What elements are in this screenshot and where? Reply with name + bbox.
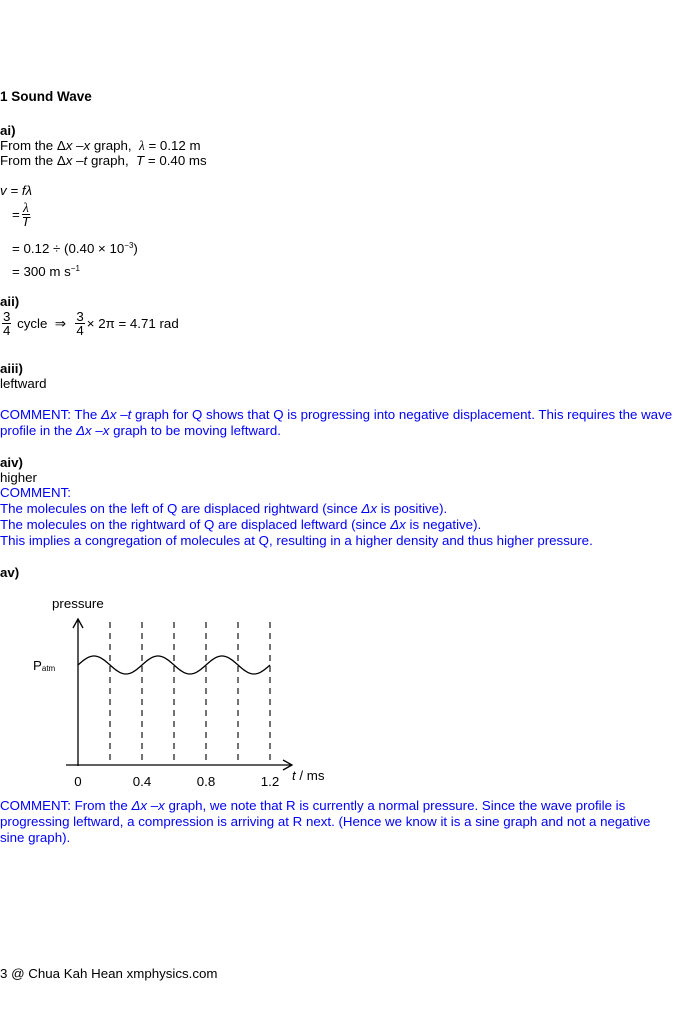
ai-period-line: From the Δx –t graph, T = 0.40 ms: [0, 153, 207, 168]
x-axis-label: t / ms: [292, 768, 325, 783]
aiv-comment-line1: The molecules on the left of Q are displaced rightward (since Δx is positive).: [0, 501, 448, 516]
aiii-comment-line1: COMMENT: The Δx –t graph for Q shows that Q is progressing into negative displacement. This requires the wave: [0, 407, 673, 422]
calc-step3: = $0.12 \div (0.40 \times 10^{-3})$: [12, 241, 138, 256]
p-atm-label: Patm: [33, 658, 56, 673]
part-aiv-label: aiv): [0, 455, 23, 470]
pressure-time-chart: [0, 590, 681, 794]
calc-step2: = $\frac{\lambda}{T}$: [12, 200, 30, 229]
av-comment-line3: sine graph).: [0, 830, 71, 845]
fraction-three-quarters-2: $\frac{3}{4}$: [76, 309, 84, 338]
aiv-answer: higher: [0, 470, 37, 485]
part-aii-label: aii): [0, 294, 20, 309]
aiv-comment-line2: The molecules on the rightward of Q are displaced leftward (since Δx is negative).: [0, 517, 482, 532]
x-tick-labels: [74, 774, 279, 789]
calc-step4: = 300 m $s^{-1}$: [12, 264, 80, 279]
x-tick-label: 0.4: [132, 774, 152, 789]
part-aiii-label: aiii): [0, 361, 23, 376]
part-av-label: av): [0, 565, 20, 580]
dashed-gridlines: [110, 622, 270, 765]
aiv-comment-head: COMMENT:: [0, 485, 71, 500]
section-title: 1 Sound Wave: [0, 89, 92, 104]
ai-wavelength-line: From the Δx –x graph, λ = 0.12 m: [0, 138, 201, 153]
part-ai-label: ai): [0, 123, 16, 138]
av-comment-line2: progressing leftward, a compression is arriving at R next. (Hence we know it is a sine graph and not a negative: [0, 814, 651, 829]
y-axis-label: pressure: [52, 596, 104, 611]
fraction-three-quarters: $\frac{3}{4}$: [3, 309, 11, 338]
aiii-comment-line2: profile in the Δx –x graph to be moving leftward.: [0, 423, 281, 438]
x-tick-label: 1.2: [260, 774, 280, 789]
aiv-comment-line3: This implies a congregation of molecules at Q, resulting in a higher density and thus higher pressure.: [0, 533, 593, 548]
x-tick-label: 0: [74, 774, 82, 789]
calc-step1: v = fλ: [0, 183, 33, 198]
x-tick-label: 0.8: [196, 774, 216, 789]
fraction-lambda-over-t: $\frac{\lambda}{T}$: [21, 200, 30, 229]
aii-answer: $\frac{3}{4}$ cycle ⇒ $\frac{3}{4}$ × 2π = 4.71 rad: [3, 309, 179, 338]
av-comment-line1: COMMENT: From the Δx –x graph, we note that R is currently a normal pressure. Since the wave profile is: [0, 798, 626, 813]
page-footer: 3 @ Chua Kah Hean xmphysics.com: [0, 966, 218, 981]
aiii-answer: leftward: [0, 376, 47, 391]
